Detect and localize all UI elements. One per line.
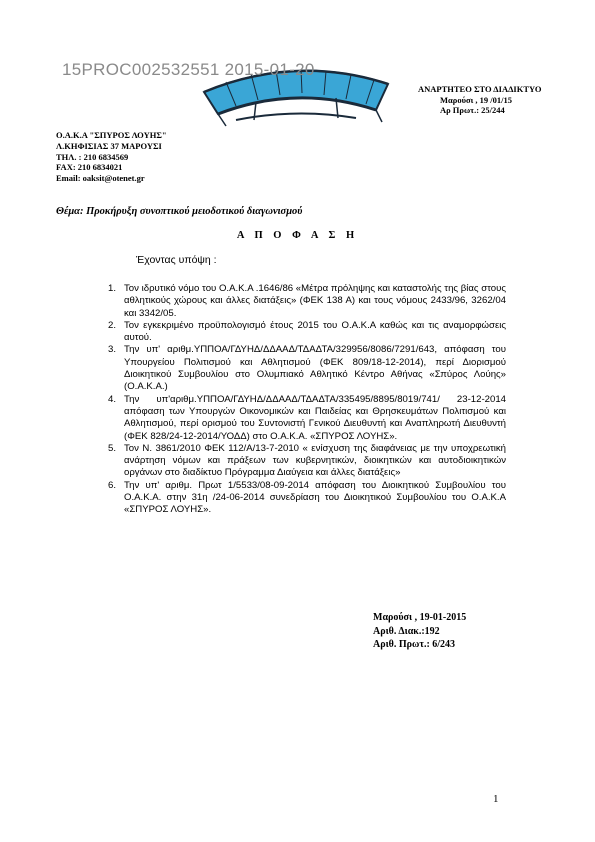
list-item-number: 1. — [108, 283, 117, 294]
publish-online-label: ΑΝΑΡΤΗΤΕΟ ΣΤΟ ΔΙΑΔΙΚΤΥΟ — [418, 84, 542, 94]
intro-text: Έχοντας υπόψη : — [136, 254, 217, 266]
signature-block — [373, 611, 466, 652]
list-item-text: Την υπ'αριθμ.ΥΠΠΟΑ/ΓΔΥΗΔ/ΔΔΑΑΔ/ΤΔΑΔΤΑ/335495/8895/8019/741/ 23-12-2014 απόφαση των Υπουργών Οικονομικών και Παιδείας και Θρησκευμάτων Πολιτισμού και Αθλητισμού, περί ορισμού του Συντονιστή Γενικού Διευθυντή και Αναπληρωτή Διευθυντή (ΦΕΚ 828/24-12-2014/ΥΟΔΔ) στο Ο.Α.Κ.Α. «ΣΠΥΡΟΣ ΛΟΥΗΣ». — [124, 393, 506, 442]
list-item — [108, 394, 506, 443]
list-item-text: Τον Ν. 3861/2010 ΦΕΚ 112/Α/13-7-2010 « ενίσχυση της διαφάνειας με την υποχρεωτική ανάρτηση νόμων και πράξεων των κυβερνητικών, διοικητικών και αυτοδιοικητικών οργάνων στο διαδίκτυο Πρόγραμμα Διαύγεια και άλλες διατάξεις» — [124, 442, 506, 479]
signature-protocol-number: Αριθ. Πρωτ.: 6/243 — [373, 639, 456, 650]
list-item-number: 3. — [108, 344, 117, 356]
organization-contact-block — [56, 130, 167, 184]
header-right-block — [418, 84, 541, 116]
list-item — [108, 480, 506, 517]
signature-diek-number: Αριθ. Διακ.:192 — [373, 625, 440, 637]
decision-title: Α Π Ο Φ Α Σ Η — [236, 230, 359, 241]
list-item-number: 2. — [108, 319, 117, 331]
organization-address: Λ.ΚΗΦΙΣΙΑΣ 37 ΜΑΡΟΥΣΙ — [56, 140, 162, 151]
header-protocol-number: Αρ Πρωτ.: 25/244 — [440, 105, 505, 115]
list-item-text: Τον ιδρυτικό νόμο του Ο.Α.Κ.Α .1646/86 «Μέτρα πρόληψης και καταστολής της βίας στους αθλητικούς χώρους και άλλες διατάξεις» (ΦΕΚ 138 Α) και τους νόμους 2433/96, 3262/04 και 3342/05. — [124, 283, 506, 319]
list-item-number: 5. — [108, 442, 117, 454]
page-number: 1 — [493, 793, 499, 805]
signature-date: Μαρούσι , 19-01-2015 — [373, 612, 467, 623]
organization-name: Ο.Α.Κ.Α "ΣΠΥΡΟΣ ΛΟΥΗΣ" — [56, 130, 167, 140]
list-item-number: 6. — [108, 479, 117, 491]
header-date: Μαρούσι , 19 /01/15 — [440, 94, 512, 105]
subject-line: Θέμα: Προκήρυξη συνοπτικού μειοδοτικού διαγωνισμού — [56, 206, 303, 217]
list-item-text: Την υπ' αριθμ.ΥΠΠΟΑ/ΓΔΥΗΔ/ΔΔΑΑΔ/ΤΔΑΔΤΑ/329956/8086/7291/643, απόφαση του Υπουργείου Πολιτισμού και Αθλητισμού (ΦΕΚ 809/18-12-2014), περί Διορισμού Διοικητικού Συμβουλίου στο Ολυμπιακό Αθλητικό Κέντρο Αθήνας «Σπύρος Λούης» (Ο.Α.Κ.Α.) — [124, 344, 506, 393]
organization-fax: FAX: 210 6834021 — [56, 162, 123, 173]
list-item-number: 4. — [108, 393, 117, 405]
organization-email: Email: oaksit@otenet.gr — [56, 173, 145, 184]
list-item-text: Την υπ' αριθμ. Πρωτ 1/5533/08-09-2014 απόφαση του Διοικητικού Συμβουλίου του Ο.Α.Κ.Α. στην 31η /24-06-2014 συνεδρίαση του Διοικητικού Συμβουλίου του Ο.Α.Κ.Α «ΣΠΥΡΟΣ ΛΟΥΗΣ». — [124, 479, 506, 516]
list-item — [108, 443, 506, 480]
list-item — [108, 320, 506, 345]
list-item — [108, 283, 506, 320]
list-item-text: Τον εγκεκριμένο προϋπολογισμό έτους 2015 του Ο.Α.Κ.Α καθώς και τις αναμορφώσεις αυτού. — [124, 319, 506, 344]
document-id-watermark: 15PROC002532551 2015-01-20 — [62, 60, 315, 79]
considerations-list — [108, 283, 506, 517]
list-item — [108, 344, 506, 393]
organization-phone: ΤΗΛ. : 210 6834569 — [56, 151, 129, 162]
